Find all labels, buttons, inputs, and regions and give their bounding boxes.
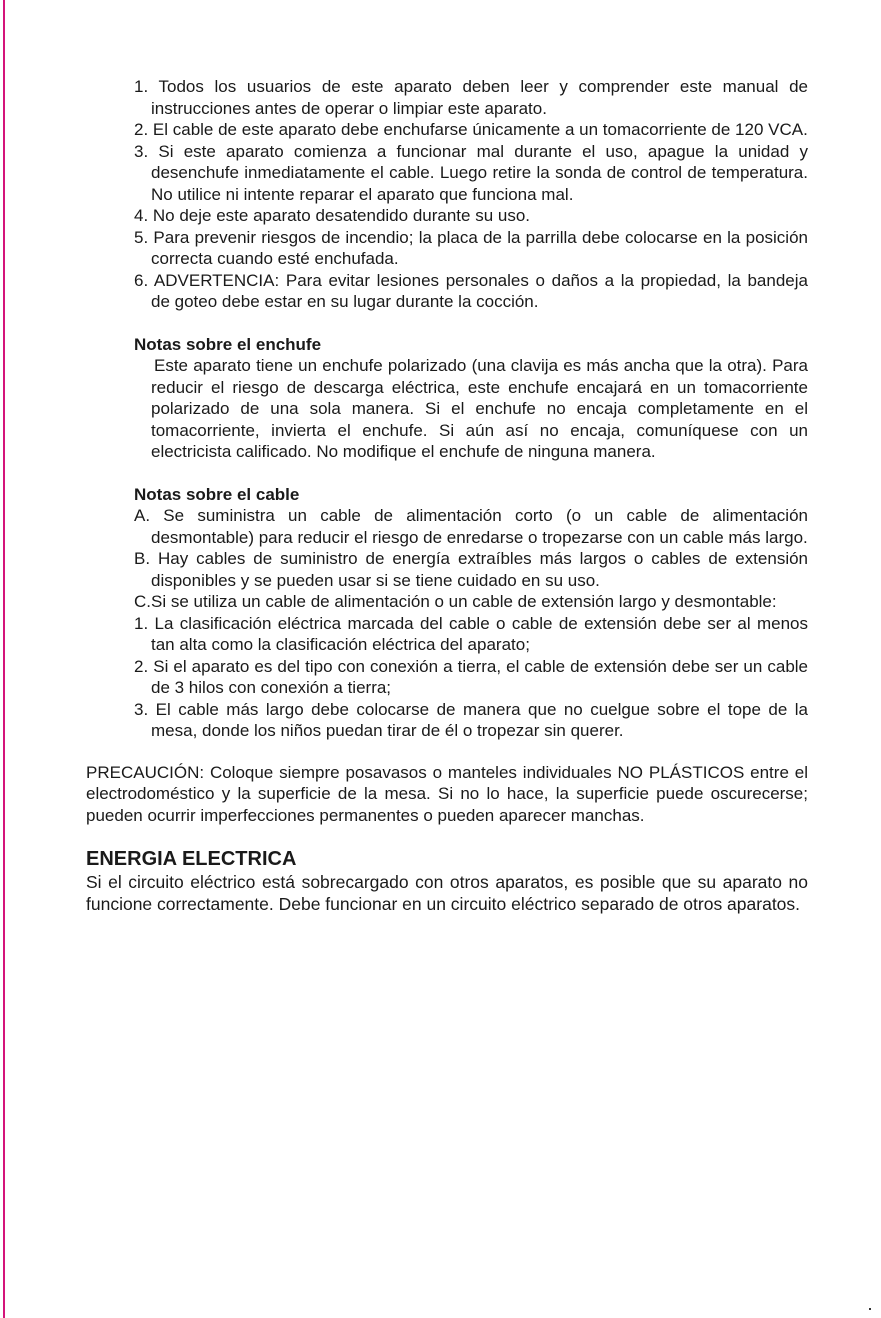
- safety-item-5: 5. Para prevenir riesgos de incendio; la placa de la parrilla debe colocarse en la posición correcta cuando esté enchufada.: [134, 227, 808, 268]
- cord-note-a: A. Se suministra un cable de alimentación corto (o un cable de alimentación desmontable) para reducir el riesgo de enredarse o tropezarse con un cable más largo.: [134, 506, 808, 547]
- energy-text: Si el circuito eléctrico está sobrecargado con otros aparatos, es posible que su aparato no funcione correctamente. Debe funcionar en un circuito eléctrico separado de otros aparatos.: [86, 872, 808, 914]
- cord-note-3: 3. El cable más largo debe colocarse de manera que no cuelgue sobre el tope de la mesa, donde los niños puedan tirar de él o tropezar sin querer.: [134, 699, 808, 740]
- plug-notes-text: Este aparato tiene un enchufe polarizado (una clavija es más ancha que la otra). Para reducir el riesgo de descarga eléctrica, este enchufe encajará en un tomacorriente polarizado de una sola manera. Si el enchufe no encaja completamente en el tomacorriente, invierta el enchufe. Si aún así no encaja, comuníquese con un electricista calificado. No modifique el enchufe de ninguna manera.: [151, 356, 808, 461]
- safety-item-6: 6. ADVERTENCIA: Para evitar lesiones personales o daños a la propiedad, la bandeja de goteo debe estar en su lugar durante la cocción.: [134, 270, 808, 311]
- cord-notes-heading: Notas sobre el cable: [134, 484, 300, 504]
- safety-item-1: 1. Todos los usuarios de este aparato deben leer y comprender este manual de instrucciones antes de operar o limpiar este aparato.: [134, 77, 808, 118]
- caution-paragraph: PRECAUCIÓN: Coloque siempre posavasos o manteles individuales NO PLÁSTICOS entre el electrodoméstico y la superficie de la mesa. Si no lo hace, la superficie puede oscurecerse; pueden ocurrir imperfecciones permanentes o pueden aparecer manchas.: [86, 762, 808, 825]
- safety-item-3: 3. Si este aparato comienza a funcionar mal durante el uso, apague la unidad y desenchufe inmediatamente el cable. Luego retire la sonda de control de temperatura. No utilice ni intente reparar el aparato que funciona mal.: [134, 141, 808, 204]
- energy-heading: ENERGIA ELECTRICA: [86, 848, 297, 870]
- plug-notes-heading: Notas sobre el enchufe: [134, 334, 322, 354]
- page-margin-line: [3, 0, 5, 1318]
- cord-note-c: C.Si se utiliza un cable de alimentación o un cable de extensión largo y desmontable:: [134, 592, 777, 611]
- cord-note-2: 2. Si el aparato es del tipo con conexión a tierra, el cable de extensión debe ser un cable de 3 hilos con conexión a tierra;: [134, 656, 808, 697]
- safety-list: [134, 76, 808, 313]
- cord-notes-section: [134, 484, 808, 742]
- safety-item-2: 2. El cable de este aparato debe enchufarse únicamente a un tomacorriente de 120 VCA.: [134, 120, 808, 139]
- plug-notes-section: [134, 334, 808, 463]
- cord-note-1: 1. La clasificación eléctrica marcada del cable o cable de extensión debe ser al menos tan alta como la clasificación eléctrica del aparato;: [134, 613, 808, 654]
- safety-item-4: 4. No deje este aparato desatendido durante su uso.: [134, 206, 531, 225]
- cord-note-b: B. Hay cables de suministro de energía extraíbles más largos o cables de extensión disponibles y se pueden usar si se tiene cuidado en su uso.: [134, 549, 808, 590]
- document-body: [86, 76, 808, 915]
- corner-mark: [869, 1308, 871, 1310]
